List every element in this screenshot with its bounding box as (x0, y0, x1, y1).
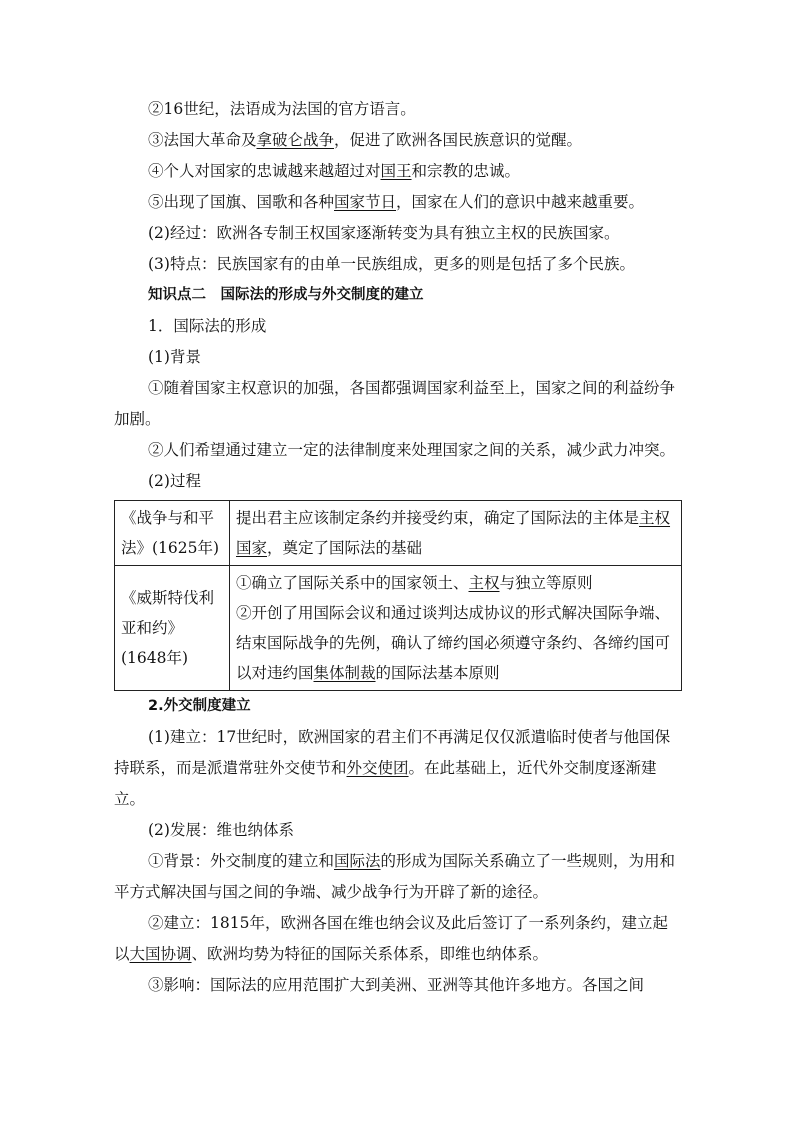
underlined-term: 主权国家 (236, 509, 671, 557)
underlined-term: 国家节日 (334, 193, 397, 211)
subheading-process: (2)过程 (148, 472, 201, 490)
underlined-term: 外交使团 (346, 759, 409, 777)
section-heading-knowledge-point-2: 知识点二 国际法的形成与外交制度的建立 (148, 287, 424, 303)
paragraph-french-revolution: ③法国大革命及拿破仑战争，促进了欧洲各国民族意识的觉醒。 (148, 131, 583, 149)
underlined-term: 大国协调 (129, 945, 192, 963)
underlined-term: 拿破仑战争 (256, 131, 335, 149)
paragraph-process: (2)经过：欧洲各专制王权国家逐渐转变为具有独立主权的民族国家。 (148, 224, 620, 242)
paragraph-features: (3)特点：民族国家有的由单一民族组成，更多的则是包括了多个民族。 (148, 255, 635, 273)
underlined-term: 国际法 (334, 852, 381, 870)
paragraph-french-language: ②16世纪，法语成为法国的官方语言。 (148, 100, 416, 118)
table-cell-treaty-name: 《战争与和平法》(1625年) (115, 501, 230, 566)
subheading-background: (1)背景 (148, 348, 201, 366)
table-row (115, 566, 682, 691)
paragraph-vienna-impact: ③影响：国际法的应用范围扩大到美洲、亚洲等其他许多地方。各国之间 (148, 976, 645, 994)
paragraph-vienna-background: ①背景：外交制度的建立和国际法的形成为国际关系确立了一些规则，为用和平方式解决国与国之间的争端、减少战争行为开辟了新的途径。 (114, 852, 676, 901)
paragraph-background-2: ②人们希望通过建立一定的法律制度来处理国家之间的关系，减少武力冲突。 (148, 441, 676, 459)
table-row (115, 501, 682, 566)
subheading-diplomacy: 2.外交制度建立 (148, 698, 251, 714)
paragraph-diplomacy-establish: (1)建立：17世纪时，欧洲国家的君主们不再满足仅仅派遣临时使者与他国保持联系，而是派遣常驻外交使节和外交使团。在此基础上，近代外交制度逐渐建立。 (114, 728, 671, 808)
paragraph-vienna-establish: ②建立：1815年，欧洲各国在维也纳会议及此后签订了一系列条约，建立起以大国协调、欧洲均势为特征的国际关系体系，即维也纳体系。 (114, 914, 668, 963)
paragraph-background-1: ①随着国家主权意识的加强，各国都强调国家利益至上，国家之间的利益纷争加剧。 (114, 379, 676, 428)
underlined-term: 主权 (468, 574, 500, 592)
underlined-term: 集体制裁 (313, 664, 376, 682)
table-cell-treaty-name: 《威斯特伐利亚和约》(1648年) (115, 566, 230, 691)
table-cell-description: 提出君主应该制定条约并接受约束，确定了国际法的主体是主权国家，奠定了国际法的基础 (230, 501, 682, 566)
underlined-term: 国王 (380, 162, 412, 180)
paragraph-loyalty: ④个人对国家的忠诚越来越超过对国王和宗教的忠诚。 (148, 162, 521, 180)
subheading-international-law: 1．国际法的形成 (148, 317, 267, 335)
paragraph-national-symbols: ⑤出现了国旗、国歌和各种国家节日，国家在人们的意识中越来越重要。 (148, 193, 645, 211)
subheading-development: (2)发展：维也纳体系 (148, 821, 294, 839)
international-law-table (114, 500, 682, 691)
document-body (114, 94, 682, 1001)
table-cell-description: ①确立了国际关系中的国家领土、主权与独立等原则 ②开创了用国际会议和通过谈判达成协议的形式解决国际争端、结束国际战争的先例，确认了缔约国必须遵守条约、各缔约国可以对违约国集体制裁的国际法基本原则 (230, 566, 682, 691)
